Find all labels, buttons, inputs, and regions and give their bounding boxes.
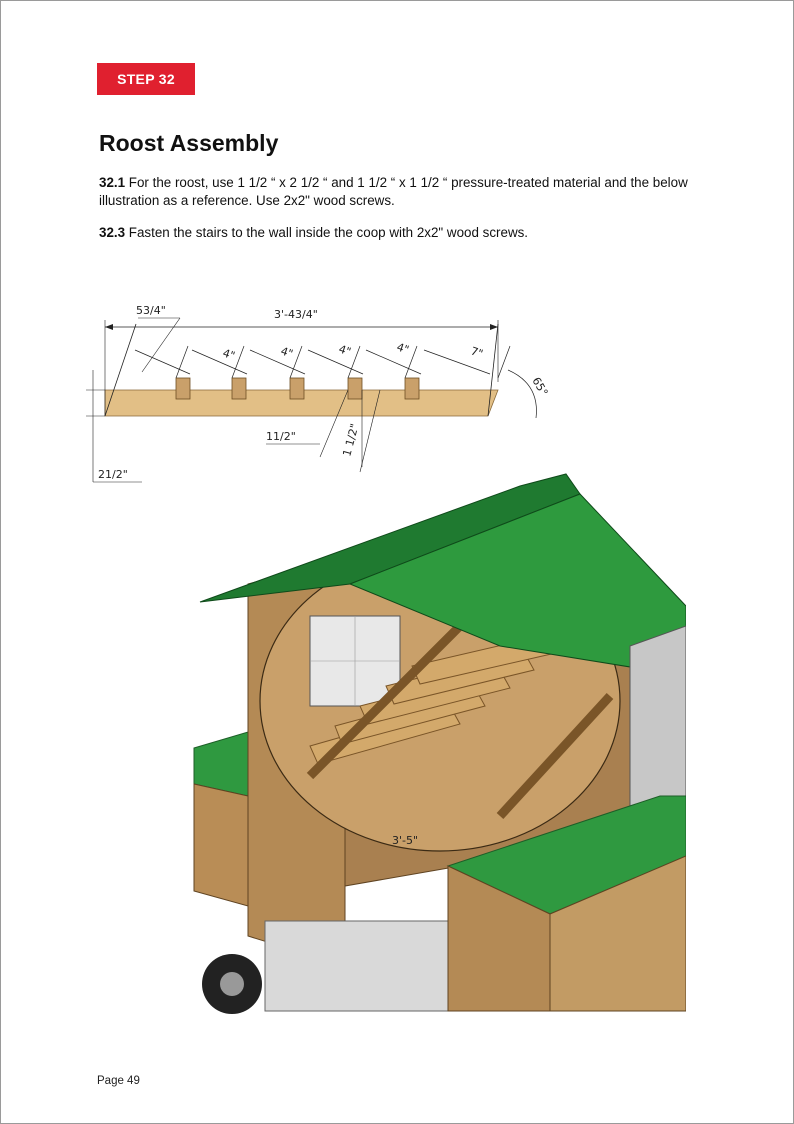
step-badge (97, 63, 195, 95)
page-title: Roost Assembly (99, 130, 279, 156)
coop-cutaway-illustration (190, 466, 686, 1016)
coop-dim: 3'-5" (392, 834, 419, 847)
instruction-32-1 (99, 174, 719, 210)
dim-spacing-3: 4" (337, 342, 353, 359)
dim-last: 7" (469, 344, 485, 361)
instruction-text: For the roost, use 1 1/2 “ x 2 1/2 “ and 1 1/2 “ x 1 1/2 “ pressure-treated material and the below illustration as a reference. Use 2x2" wood screws. (99, 175, 688, 208)
dim-spacing-2: 4" (279, 344, 295, 361)
run-panel (630, 626, 686, 811)
step-label: STEP 32 (117, 71, 175, 87)
instruction-32-3 (99, 224, 719, 242)
instruction-number: 32.3 (99, 225, 126, 240)
dim-height: 1 1/2" (340, 422, 362, 458)
instruction-text: Fasten the stairs to the wall inside the coop with 2x2" wood screws. (128, 225, 529, 240)
instruction-number: 32.1 (99, 175, 126, 190)
dim-spacing-4: 4" (395, 340, 411, 357)
dim-first: 53/4" (136, 304, 166, 317)
dim-spacing-1: 4" (221, 346, 237, 363)
dim-depth: 21/2" (98, 468, 128, 481)
spacing-dimension-lines (135, 346, 510, 378)
page-number: Page 49 (97, 1075, 140, 1087)
dim-overall: 3'-43/4" (274, 308, 318, 321)
nest-box (194, 784, 248, 906)
roost-dimension-drawing (80, 292, 560, 492)
dim-width: 11/2" (266, 430, 296, 443)
dim-angle: 65° (529, 375, 551, 399)
